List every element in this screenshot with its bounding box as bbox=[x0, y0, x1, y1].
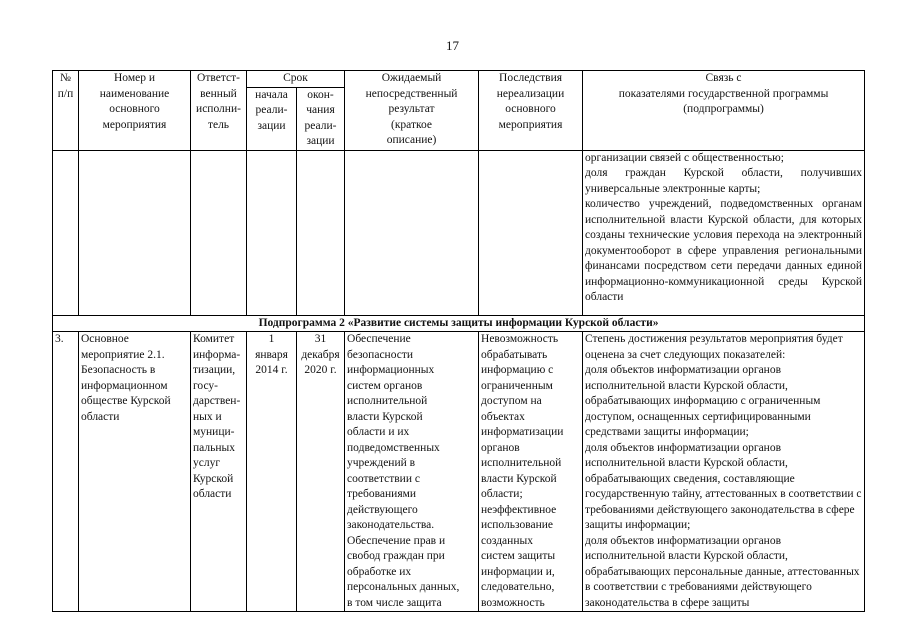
cell-empty bbox=[247, 150, 297, 315]
cell-end-date: 31 декабря 2020 г. bbox=[297, 332, 345, 612]
cell-start-date: 1 января 2014 г. bbox=[247, 332, 297, 612]
col-header-consequences: Последствия нереализации основного мероприятия bbox=[479, 71, 583, 151]
cell-activity-name: Основное мероприятие 2.1. Безопасность в информационном обществе Курской области bbox=[79, 332, 191, 612]
col-header-start: начала реали- зации bbox=[247, 87, 297, 150]
cell-empty bbox=[53, 150, 79, 315]
col-header-activity-name: Номер и наименование основного мероприятия bbox=[79, 71, 191, 151]
cell-expected-result: Обеспечение безопасности информационных систем органов исполнительной власти Курской области и их подведомственных учреждений в соответствии с требованиями действующего законодательства. Обеспечение прав и свобод граждан при обработке их персональных данных, в том числе защита bbox=[345, 332, 479, 612]
cell-consequences: Невозможность обрабатывать информацию с ограниченным доступом на объектах информатизации органов исполнительной власти Курской области; неэффективное использование созданных систем защиты информации и, следовательно, возможность bbox=[479, 332, 583, 612]
col-header-number: № п/п bbox=[53, 71, 79, 151]
col-header-link-indicators: Связь с показателями государственной программы (подпрограммы) bbox=[583, 71, 865, 151]
cell-empty bbox=[191, 150, 247, 315]
cell-empty bbox=[297, 150, 345, 315]
cell-number: 3. bbox=[53, 332, 79, 612]
table-row-section bbox=[53, 315, 865, 332]
table-header-row bbox=[53, 71, 865, 88]
cell-link-continuation: организации связей с общественностью; доля граждан Курской области, получивших универсальные электронные карты; количество учреждений, подведомственных органам исполнительной власти Курской области, для которых созданы технические условия перехода на электронный документооборот в сфере управления региональными финансами посредством сети передачи данных единой информационно-коммуникационной среды Курской области bbox=[583, 150, 865, 315]
program-table bbox=[52, 70, 865, 612]
table-row-continuation bbox=[53, 150, 865, 315]
cell-empty bbox=[479, 150, 583, 315]
cell-responsible: Комитет информа- тизации, госу- дарствен- ных и муници- пальных услуг Курской области bbox=[191, 332, 247, 612]
cell-empty bbox=[345, 150, 479, 315]
col-header-expected-result: Ожидаемый непосредственный результат (краткое описание) bbox=[345, 71, 479, 151]
col-header-term: Срок bbox=[247, 71, 345, 88]
page-number: 17 bbox=[446, 38, 459, 53]
col-header-end: окон- чания реали- зации bbox=[297, 87, 345, 150]
subprogram-title: Подпрограмма 2 «Развитие системы защиты информации Курской области» bbox=[53, 315, 865, 332]
cell-empty bbox=[79, 150, 191, 315]
col-header-responsible: Ответст- венный исполни- тель bbox=[191, 71, 247, 151]
table-row bbox=[53, 332, 865, 612]
cell-link-indicators: Степень достижения результатов мероприятия будет оценена за счет следующих показателей: доля объектов информатизации органов исполнительной власти Курской области, обрабатывающих информацию с ограниченным доступом, оснащенных сертифицированными средствами защиты информации; доля объектов информатизации органов исполнительной власти Курской области, обрабатывающих сведения, составляющие государственную тайну, аттестованных в соответствии с требованиями действующего законодательства в сфере защиты информации; доля объектов информатизации органов исполнительной власти Курской области, обрабатывающих персональные данные, аттестованных в соответствии с требованиями действующего законодательства в сфере защиты bbox=[583, 332, 865, 612]
